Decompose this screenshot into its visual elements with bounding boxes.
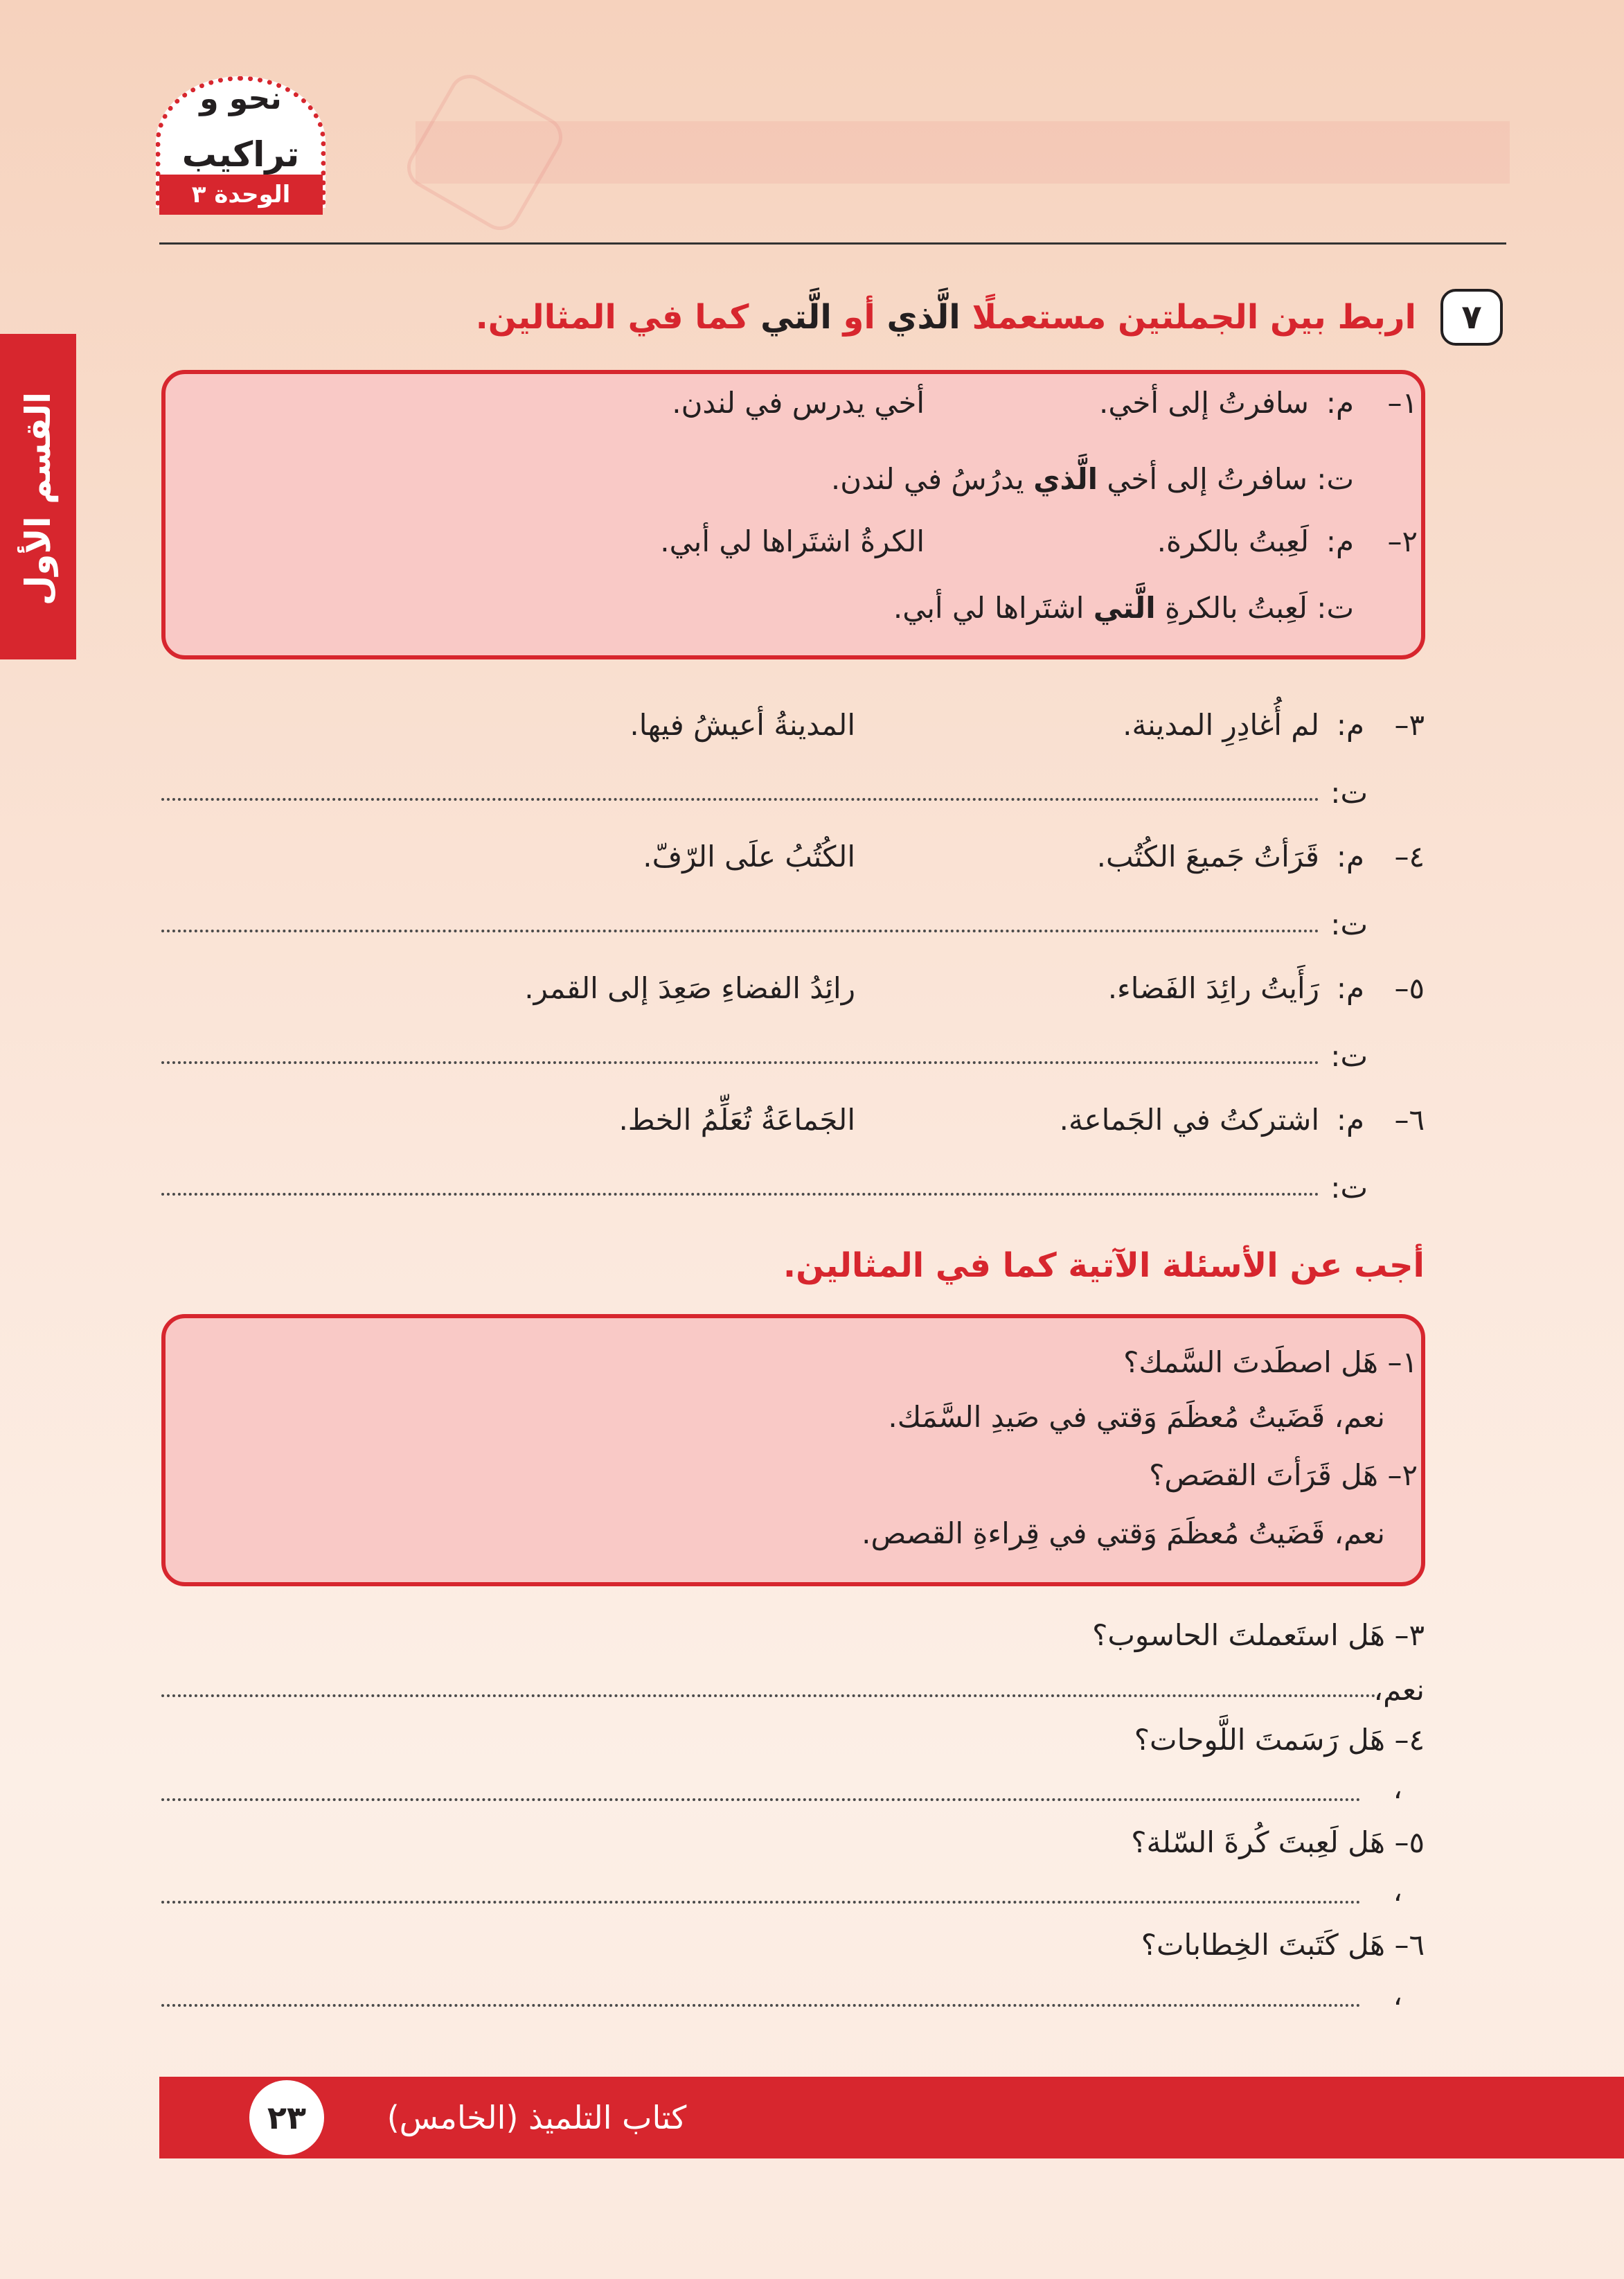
exercise-3-number: ٣–: [1394, 708, 1425, 742]
example-1-label: م:: [1326, 386, 1354, 420]
exercise-3-sentence-b: المدينةُ أعيشُ فيها.: [630, 708, 855, 742]
question-number: ٦–: [1394, 1928, 1425, 1962]
exercise-5-label: م:: [1336, 971, 1364, 1005]
exercise-3-sentence-a: لم أُغادِرِ المدينة.: [1123, 708, 1319, 742]
example-number: ١–: [1387, 1345, 1418, 1379]
heading-text: اربط بين الجملتين مستعملًا: [972, 298, 1416, 337]
exercise-5-sentence-a: رَأَيتُ رائِدَ الفَضاء.: [1107, 971, 1319, 1005]
book-title: كتاب التلميذ (الخامس): [386, 2099, 687, 2136]
example-1-answer: نعم، قَضَيتُ مُعظَمَ وَقتي في صَيدِ السَّمَك.: [888, 1400, 1385, 1434]
side-tab-label: القسم الأول: [18, 391, 58, 606]
exercise-4-answer-label: ت:: [1330, 907, 1368, 941]
question-6-answer-prefix: ،: [1393, 1978, 1402, 2012]
exercise-3-label: م:: [1336, 708, 1364, 742]
exercise-5-sentence-b: رائِدُ الفضاءِ صَعِدَ إلى القمر.: [524, 971, 855, 1005]
exercise-4-number: ٤–: [1394, 840, 1425, 874]
exercise-6-sentence-b: الجَماعَةُ تُعَلِّمُ الخط.: [618, 1103, 855, 1137]
header-divider: [159, 242, 1506, 245]
section8-heading: [783, 1234, 1425, 1297]
example-1-number: ١–: [1387, 386, 1418, 420]
question-text: هَل كَتَبتَ الخِطابات؟: [1141, 1928, 1386, 1962]
exercise-5-number: ٥–: [1394, 971, 1425, 1005]
question-4: [1134, 1719, 1425, 1761]
example-1-answer: [831, 459, 1354, 500]
answer-label: ت:: [1317, 591, 1354, 625]
question-3-answer-line[interactable]: [161, 1694, 1382, 1697]
question-text: هَل استَعملتَ الحاسوب؟: [1092, 1618, 1386, 1652]
question-text: هَل قَرَأتَ القصَص؟: [1149, 1458, 1379, 1492]
show-through-band: [416, 121, 1510, 184]
exercise-6-label: م:: [1336, 1103, 1364, 1137]
question-5: [1131, 1822, 1425, 1863]
example-1-sentence-b: أخي يدرس في لندن.: [672, 386, 925, 420]
exercise-4-sentence-b: الكُتُبُ علَى الرّفّ.: [643, 840, 855, 874]
example-2-answer: نعم، قَضَيتُ مُعظَمَ وَقتي في قِراءةِ القصص.: [862, 1516, 1385, 1550]
relative-pronoun: الَّذي: [1033, 462, 1098, 496]
exercise-6-sentence-a: اشتركتُ في الجَماعة.: [1059, 1103, 1319, 1137]
relative-pronoun: الَّتي: [1093, 591, 1156, 625]
example-2-answer: [893, 587, 1354, 629]
answer-part: اشتَراها لي أبي.: [893, 591, 1085, 625]
question-5-answer-prefix: ،: [1393, 1874, 1402, 1908]
heading-text: أجب عن الأسئلة الآتية كما في المثالين.: [783, 1246, 1425, 1285]
example-2-number: ٢–: [1387, 524, 1418, 558]
question-text: هَل رَسَمتَ اللَّوحات؟: [1134, 1723, 1386, 1757]
question-text: هَل اصطَدتَ السَّمك؟: [1123, 1345, 1379, 1379]
answer-part: لَعِبتُ بالكرةِ: [1164, 591, 1308, 625]
answer-label: ت:: [1317, 462, 1354, 496]
answer-part: يدرُسُ في لندن.: [830, 462, 1024, 496]
question-text: هَل لَعِبتَ كُرةَ السّلة؟: [1131, 1825, 1386, 1859]
question-number: ٣–: [1394, 1618, 1425, 1652]
question-number-badge: ٧: [1440, 289, 1503, 346]
badge-line2: تراكيب: [181, 134, 300, 175]
question-6: [1141, 1924, 1425, 1966]
exercise-5-answer-label: ت:: [1330, 1039, 1368, 1073]
example-2-question: [1149, 1455, 1418, 1496]
question-number: ٤–: [1394, 1723, 1425, 1757]
question-4-answer-prefix: ،: [1393, 1771, 1402, 1805]
question-3: [1092, 1615, 1425, 1656]
question-4-answer-line[interactable]: [161, 1798, 1361, 1801]
exercise-4-label: م:: [1336, 840, 1364, 874]
exercise-3-answer-line[interactable]: [161, 798, 1319, 801]
exercise-6-number: ٦–: [1394, 1103, 1425, 1137]
question-6-answer-line[interactable]: [161, 2004, 1361, 2007]
section7-heading: [476, 283, 1416, 352]
badge-line1: نحو و: [199, 81, 282, 116]
answer-part: سافرتُ إلى أخي: [1107, 462, 1308, 496]
exercise-5-answer-line[interactable]: [161, 1061, 1319, 1064]
example-2-label: م:: [1326, 524, 1354, 558]
heading-keyword: الَّتي: [760, 298, 832, 337]
example-number: ٢–: [1387, 1458, 1418, 1492]
exercise-3-answer-label: ت:: [1330, 776, 1368, 810]
unit-label: الوحدة ٣: [159, 175, 323, 215]
example-2-sentence-a: لَعِبتُ بالكرة.: [1157, 524, 1309, 558]
example-1-question: [1123, 1342, 1418, 1383]
heading-text: كما في المثالين.: [475, 298, 749, 337]
question-5-answer-line[interactable]: [161, 1901, 1361, 1904]
exercise-4-sentence-a: قَرَأتُ جَميعَ الكُتُب.: [1096, 840, 1319, 874]
show-through-hexagon: [400, 67, 570, 238]
heading-keyword: الَّذي: [886, 298, 961, 337]
question-number: ٥–: [1394, 1825, 1425, 1859]
page-number: ٢٣: [249, 2080, 324, 2155]
heading-or: أو: [843, 298, 875, 337]
exercise-6-answer-line[interactable]: [161, 1193, 1319, 1196]
example-2-sentence-b: الكرةُ اشتَراها لي أبي.: [660, 524, 925, 558]
example-1-sentence-a: سافرتُ إلى أخي.: [1099, 386, 1309, 420]
exercise-4-answer-line[interactable]: [161, 930, 1319, 932]
exercise-6-answer-label: ت:: [1330, 1171, 1368, 1205]
question-3-answer-prefix: نعم،: [1373, 1673, 1425, 1707]
